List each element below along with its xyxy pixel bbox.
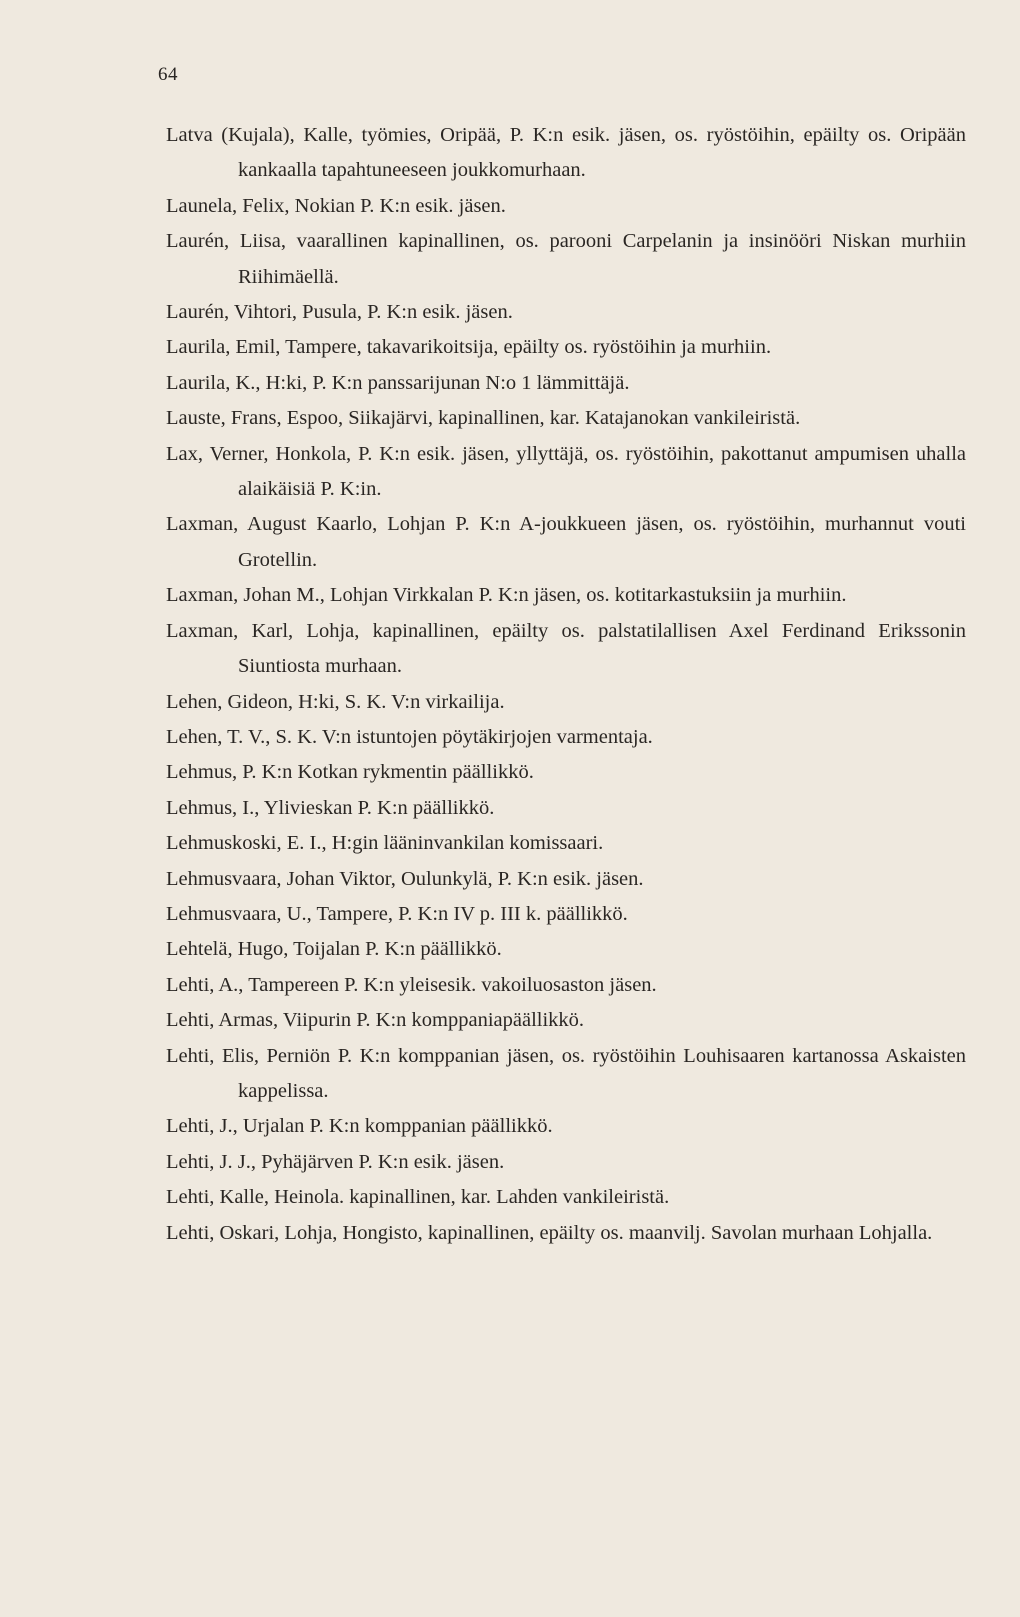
list-item: Laurén, Vihtori, Pusula, P. K:n esik. jäsen. bbox=[166, 301, 513, 324]
list-item: Laurén, Liisa, vaarallinen kapinallinen, os. parooni Carpelanin ja insinööri Niskan murhiin Riihimäellä. bbox=[166, 230, 966, 288]
list-item: Lehti, Oskari, Lohja, Hongisto, kapinallinen, epäilty os. maanvilj. Savolan murhaan Lohjalla. bbox=[166, 1221, 933, 1244]
list-item: Lehti, Armas, Viipurin P. K:n komppaniapäällikkö. bbox=[166, 1009, 585, 1032]
list-item: Lehmusvaara, Johan Viktor, Oulunkylä, P. K:n esik. jäsen. bbox=[166, 867, 644, 890]
list-item: Lehti, A., Tampereen P. K:n yleisesik. vakoiluosaston jäsen. bbox=[166, 973, 657, 996]
list-item: Lax, Verner, Honkola, P. K:n esik. jäsen, yllyttäjä, os. ryöstöihin, pakottanut ampumisen uhalla alaikäisiä P. K:in. bbox=[166, 442, 966, 501]
entry-list bbox=[166, 118, 966, 1251]
list-item: Lauste, Frans, Espoo, Siikajärvi, kapinallinen, kar. Katajanokan vankileiristä. bbox=[166, 407, 801, 430]
page-number: 64 bbox=[158, 64, 178, 85]
list-item: Lehti, Elis, Perniön P. K:n komppanian jäsen, os. ryöstöihin Louhisaaren kartanossa Askaisten kappelissa. bbox=[166, 1044, 966, 1102]
list-item: Laxman, Johan M., Lohjan Virkkalan P. K:n jäsen, os. kotitarkastuksiin ja murhiin. bbox=[166, 584, 847, 607]
list-item: Lehtelä, Hugo, Toijalan P. K:n päällikkö. bbox=[166, 938, 502, 961]
list-item: Lehen, Gideon, H:ki, S. K. V:n virkailija. bbox=[166, 690, 505, 713]
list-item: Laxman, Karl, Lohja, kapinallinen, epäilty os. palstatilallisen Axel Ferdinand Erikssonin Siuntiosta murhaan. bbox=[166, 619, 966, 678]
list-item: Laurila, Emil, Tampere, takavarikoitsija, epäilty os. ryöstöihin ja murhiin. bbox=[166, 336, 772, 359]
list-item: Launela, Felix, Nokian P. K:n esik. jäsen. bbox=[166, 194, 506, 217]
list-item: Lehti, Kalle, Heinola. kapinallinen, kar. Lahden vankileiristä. bbox=[166, 1186, 670, 1209]
list-item: Lehmus, I., Ylivieskan P. K:n päällikkö. bbox=[166, 796, 495, 819]
list-item: Lehti, J., Urjalan P. K:n komppanian päällikkö. bbox=[166, 1115, 553, 1138]
list-item: Lehen, T. V., S. K. V:n istuntojen pöytäkirjojen varmentaja. bbox=[166, 725, 653, 748]
list-item: Laxman, August Kaarlo, Lohjan P. K:n A-joukkueen jäsen, os. ryöstöihin, murhannut vouti Grotellin. bbox=[166, 513, 966, 571]
list-item: Laurila, K., H:ki, P. K:n panssarijunan N:o 1 lämmittäjä. bbox=[166, 371, 630, 394]
list-item: Lehmusvaara, U., Tampere, P. K:n IV p. III k. päällikkö. bbox=[166, 902, 628, 925]
list-item: Latva (Kujala), Kalle, työmies, Oripää, P. K:n esik. jäsen, os. ryöstöihin, epäilty os. Oripään kankaalla tapahtuneeseen joukkomurhaan. bbox=[166, 124, 966, 182]
list-item: Lehmus, P. K:n Kotkan rykmentin päällikkö. bbox=[166, 761, 534, 784]
list-item: Lehti, J. J., Pyhäjärven P. K:n esik. jäsen. bbox=[166, 1150, 505, 1173]
list-item: Lehmuskoski, E. I., H:gin lääninvankilan komissaari. bbox=[166, 832, 604, 855]
